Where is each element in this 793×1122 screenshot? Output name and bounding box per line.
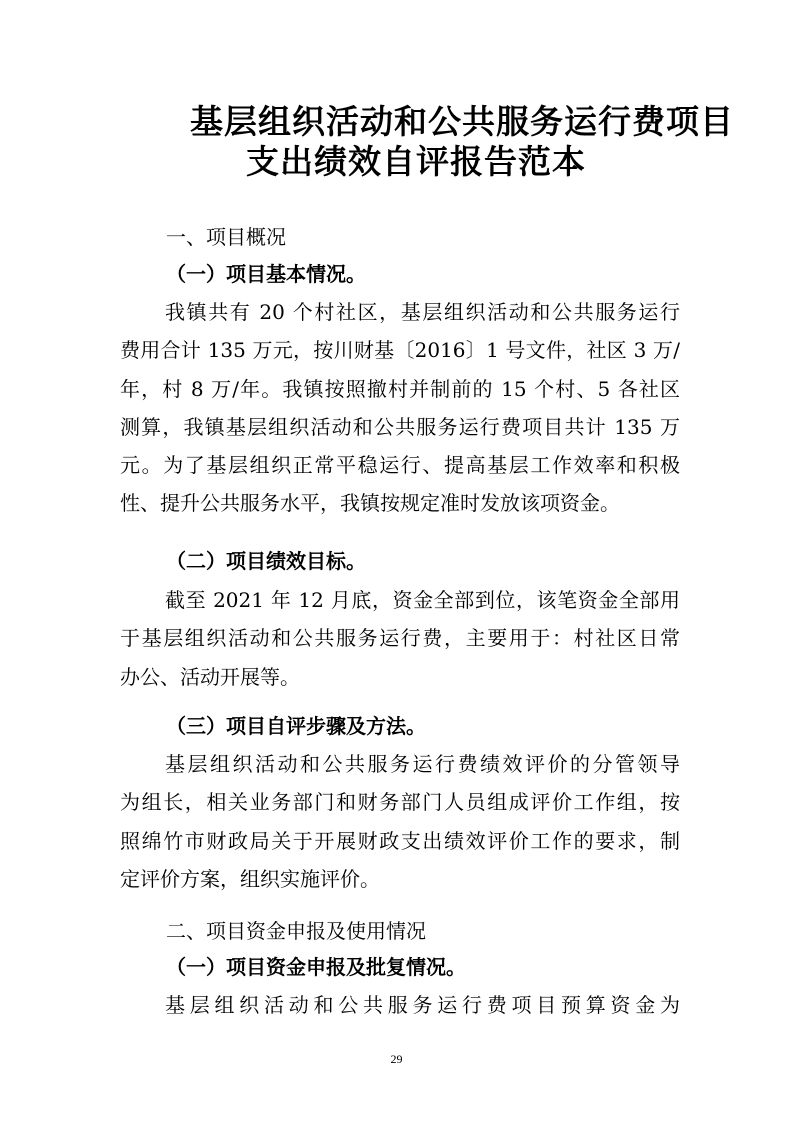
paragraph-fund-application [120, 986, 680, 1024]
section-heading-1: 一、项目概况 [166, 225, 286, 249]
paragraph-evaluation-method [120, 745, 680, 898]
paragraph-line: 办公、活动开展等。 [120, 664, 300, 689]
paragraph-line: 照绵竹市财政局关于开展财政支出绩效评价工作的要求，制 [120, 828, 680, 853]
subsection-heading-1-1: （一）项目基本情况。 [166, 262, 366, 286]
paragraph-line: 性、提升公共服务水平，我镇按规定准时发放该项资金。 [120, 491, 620, 516]
section-heading-2: 二、项目资金申报及使用情况 [166, 919, 426, 943]
subsection-heading-1-3: （三）项目自评步骤及方法。 [166, 714, 426, 738]
paragraph-line: 年，村 8 万/年。我镇按照撤村并制前的 15 个村、5 各社区 [120, 376, 680, 401]
paragraph-line: 费用合计 135 万元，按川财基〔2016〕1 号文件，社区 3 万/ [120, 338, 680, 363]
subsection-heading-1-2: （二）项目绩效目标。 [166, 549, 366, 573]
paragraph-line: 定评价方案，组织实施评价。 [120, 866, 380, 891]
document-title-line-2: 支出绩效自评报告范本 [246, 142, 586, 181]
paragraph-line: 基层组织活动和公共服务运行费项目预算资金为 [165, 993, 680, 1017]
document-title-line-1: 基层组织活动和公共服务运行费项目 [190, 102, 734, 141]
paragraph-line: 我镇共有 20 个村社区，基层组织活动和公共服务运行 [165, 300, 680, 324]
paragraph-project-basics [120, 293, 680, 523]
paragraph-line: 截至 2021 年 12 月底，资金全部到位，该笔资金全部用 [165, 588, 680, 612]
page-number: 29 [390, 1052, 403, 1066]
paragraph-line: 基层组织活动和公共服务运行费绩效评价的分管领导 [165, 752, 680, 776]
paragraph-performance-goals [120, 581, 680, 696]
paragraph-line: 测算，我镇基层组织活动和公共服务运行费项目共计 135 万 [120, 414, 680, 439]
paragraph-line: 元。为了基层组织正常平稳运行、提高基层工作效率和积极 [120, 453, 680, 478]
paragraph-line: 为组长，相关业务部门和财务部门人员组成评价工作组，按 [120, 790, 680, 815]
subsection-heading-2-1: （一）项目资金申报及批复情况。 [166, 955, 466, 979]
paragraph-line: 于基层组织活动和公共服务运行费，主要用于：村社区日常 [120, 626, 680, 651]
